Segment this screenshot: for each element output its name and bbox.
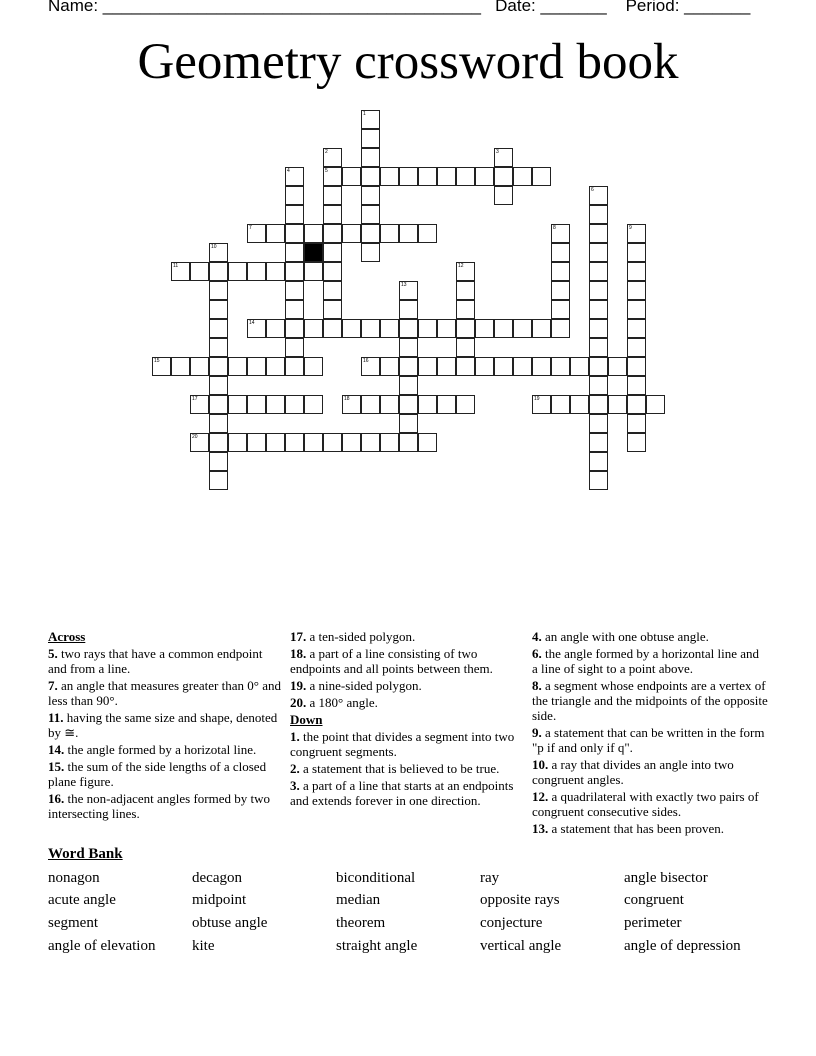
grid-cell[interactable] <box>304 224 323 243</box>
grid-cell[interactable] <box>247 357 266 376</box>
grid-cell[interactable] <box>209 376 228 395</box>
grid-cell[interactable] <box>551 357 570 376</box>
grid-cell[interactable] <box>589 243 608 262</box>
word-bank-item: median <box>336 892 381 908</box>
grid-cell[interactable] <box>228 357 247 376</box>
grid-cell[interactable] <box>285 281 304 300</box>
cell-number: 10 <box>211 244 217 250</box>
word-bank-item: congruent <box>624 892 684 908</box>
grid-cell[interactable] <box>247 262 266 281</box>
clue-column-2 <box>290 629 526 810</box>
grid-cell[interactable] <box>266 357 285 376</box>
grid-cell[interactable] <box>475 357 494 376</box>
grid-cell[interactable] <box>323 167 342 186</box>
across-clue: 14. the angle formed by a horizotal line. <box>48 742 257 757</box>
grid-cell[interactable] <box>627 414 646 433</box>
grid-cell[interactable] <box>437 395 456 414</box>
cell-number: 15 <box>154 358 160 364</box>
grid-cell[interactable] <box>589 357 608 376</box>
grid-cell[interactable] <box>399 167 418 186</box>
grid-cell[interactable] <box>589 319 608 338</box>
cell-number: 13 <box>401 282 407 288</box>
grid-cell[interactable] <box>190 262 209 281</box>
grid-cell[interactable] <box>456 319 475 338</box>
grid-cell[interactable] <box>171 357 190 376</box>
down-clue: 13. a statement that has been proven. <box>532 821 725 836</box>
cell-number: 4 <box>287 168 290 174</box>
grid-cell[interactable] <box>456 167 475 186</box>
grid-cell[interactable] <box>627 395 646 414</box>
grid-cell[interactable] <box>627 376 646 395</box>
grid-cell[interactable] <box>323 281 342 300</box>
grid-cell[interactable] <box>228 433 247 452</box>
grid-cell[interactable] <box>209 395 228 414</box>
grid-cell[interactable] <box>209 300 228 319</box>
word-bank-item: midpoint <box>192 892 247 908</box>
grid-cell[interactable] <box>209 262 228 281</box>
grid-cell[interactable] <box>266 433 285 452</box>
across-clue: 7. an angle that measures greater than 0° and less than 90°. <box>48 678 281 708</box>
grid-cell[interactable] <box>399 433 418 452</box>
grid-cell[interactable] <box>475 319 494 338</box>
grid-cell[interactable] <box>418 357 437 376</box>
grid-cell[interactable] <box>589 414 608 433</box>
down-clue: 2. a statement that is believed to be true. <box>290 761 500 776</box>
grid-cell[interactable] <box>380 433 399 452</box>
grid-cell[interactable] <box>418 167 437 186</box>
down-clue: 8. a segment whose endpoints are a vertex of the triangle and the midpoints of the opposite side. <box>532 678 768 723</box>
grid-cell[interactable] <box>418 395 437 414</box>
grid-cell[interactable] <box>285 205 304 224</box>
grid-cell[interactable] <box>627 300 646 319</box>
grid-cell[interactable] <box>589 205 608 224</box>
clue-column-3 <box>532 629 768 838</box>
grid-cell[interactable] <box>285 319 304 338</box>
grid-cell[interactable] <box>399 395 418 414</box>
grid-cell[interactable] <box>418 319 437 338</box>
cell-number: 2 <box>325 149 328 155</box>
grid-cell[interactable] <box>209 452 228 471</box>
grid-cell[interactable] <box>361 186 380 205</box>
grid-cell[interactable] <box>361 319 380 338</box>
grid-cell[interactable] <box>418 224 437 243</box>
grid-cell[interactable] <box>456 262 475 281</box>
grid-cell[interactable] <box>532 395 551 414</box>
grid-cell[interactable] <box>247 319 266 338</box>
cell-number: 1 <box>363 111 366 117</box>
grid-cell[interactable] <box>361 110 380 129</box>
grid-cell[interactable] <box>589 471 608 490</box>
grid-cell[interactable] <box>418 433 437 452</box>
cell-number: 17 <box>192 396 198 402</box>
grid-cell[interactable] <box>285 357 304 376</box>
grid-cell[interactable] <box>513 319 532 338</box>
grid-cell[interactable] <box>342 395 361 414</box>
grid-cell[interactable] <box>171 262 190 281</box>
grid-cell[interactable] <box>209 433 228 452</box>
grid-cell[interactable] <box>627 224 646 243</box>
across-clue: 19. a nine-sided polygon. <box>290 678 422 693</box>
grid-cell[interactable] <box>209 319 228 338</box>
down-clue: 9. a statement that can be written in the form "p if and only if q". <box>532 725 765 755</box>
grid-cell[interactable] <box>285 300 304 319</box>
grid-cell[interactable] <box>361 224 380 243</box>
grid-cell[interactable] <box>551 395 570 414</box>
grid-cell[interactable] <box>342 319 361 338</box>
grid-cell[interactable] <box>589 281 608 300</box>
grid-cell[interactable] <box>589 300 608 319</box>
grid-cell[interactable] <box>285 186 304 205</box>
grid-cell[interactable] <box>437 357 456 376</box>
cell-number: 9 <box>629 225 632 231</box>
grid-cell[interactable] <box>190 357 209 376</box>
word-bank-item: straight angle <box>336 938 418 954</box>
grid-cell[interactable] <box>646 395 665 414</box>
grid-cell[interactable] <box>266 319 285 338</box>
grid-cell[interactable] <box>323 205 342 224</box>
word-bank-heading: Word Bank <box>48 846 123 862</box>
grid-cell[interactable] <box>247 433 266 452</box>
cell-number: 7 <box>249 225 252 231</box>
grid-cell[interactable] <box>589 395 608 414</box>
grid-cell[interactable] <box>627 338 646 357</box>
grid-cell[interactable] <box>285 262 304 281</box>
grid-cell[interactable] <box>304 395 323 414</box>
grid-cell[interactable] <box>532 167 551 186</box>
grid-cell[interactable] <box>494 186 513 205</box>
grid-cell[interactable] <box>304 319 323 338</box>
down-clue: 4. an angle with one obtuse angle. <box>532 629 709 644</box>
grid-cell[interactable] <box>627 262 646 281</box>
grid-cell[interactable] <box>551 281 570 300</box>
down-clue: 1. the point that divides a segment into two congruent segments. <box>290 729 515 759</box>
grid-cell[interactable] <box>304 433 323 452</box>
grid-cell[interactable] <box>513 357 532 376</box>
across-clue: 18. a part of a line consisting of two endpoints and all points between them. <box>290 646 493 676</box>
across-clue: 5. two rays that have a common endpoint and from a line. <box>48 646 263 676</box>
cell-number: 6 <box>591 187 594 193</box>
cell-number: 5 <box>325 168 328 174</box>
cell-number: 20 <box>192 434 198 440</box>
grid-cell[interactable] <box>285 167 304 186</box>
grid-cell[interactable] <box>342 224 361 243</box>
grid-cell[interactable] <box>380 167 399 186</box>
grid-cell[interactable] <box>209 357 228 376</box>
grid-cell[interactable] <box>323 262 342 281</box>
word-bank-item: ray <box>480 870 500 886</box>
word-bank-item: angle of elevation <box>48 938 156 954</box>
grid-cell[interactable] <box>494 357 513 376</box>
cell-number: 12 <box>458 263 464 269</box>
grid-cell[interactable] <box>323 148 342 167</box>
grid-cell[interactable] <box>190 433 209 452</box>
word-bank-item: angle of depression <box>624 938 741 954</box>
across-clue: 16. the non-adjacent angles formed by two intersecting lines. <box>48 791 271 821</box>
grid-cell[interactable] <box>361 167 380 186</box>
grid-cell[interactable] <box>361 433 380 452</box>
grid-cell[interactable] <box>399 300 418 319</box>
grid-cell[interactable] <box>456 281 475 300</box>
student-info-line: Name: ________________________________________ Date: _______ Period: _______ <box>48 0 751 15</box>
grid-cell[interactable] <box>304 262 323 281</box>
grid-cell[interactable] <box>494 167 513 186</box>
word-bank-item: kite <box>192 938 215 954</box>
word-bank-item: conjecture <box>480 915 543 931</box>
grid-cell[interactable] <box>570 395 589 414</box>
grid-cell[interactable] <box>627 319 646 338</box>
grid-cell[interactable] <box>323 300 342 319</box>
grid-cell[interactable] <box>399 319 418 338</box>
word-bank-item: decagon <box>192 870 242 886</box>
grid-cell[interactable] <box>323 319 342 338</box>
grid-cell[interactable] <box>437 319 456 338</box>
grid-cell[interactable] <box>361 243 380 262</box>
grid-cell[interactable] <box>361 148 380 167</box>
grid-cell[interactable] <box>532 357 551 376</box>
grid-cell[interactable] <box>589 262 608 281</box>
word-bank-item: acute angle <box>48 892 116 908</box>
grid-cell[interactable] <box>589 224 608 243</box>
grid-cell[interactable] <box>266 262 285 281</box>
word-bank-item: vertical angle <box>480 938 562 954</box>
grid-cell[interactable] <box>494 319 513 338</box>
clue-column-1 <box>48 629 284 823</box>
grid-cell[interactable] <box>627 433 646 452</box>
grid-cell[interactable] <box>589 186 608 205</box>
grid-cell[interactable] <box>285 338 304 357</box>
grid-cell[interactable] <box>608 395 627 414</box>
grid-cell[interactable] <box>532 319 551 338</box>
grid-cell[interactable] <box>589 452 608 471</box>
grid-cell[interactable] <box>247 224 266 243</box>
down-clue: 6. the angle formed by a horizontal line and a line of sight to a point above. <box>532 646 760 676</box>
grid-cell[interactable] <box>190 395 209 414</box>
cell-number: 16 <box>363 358 369 364</box>
grid-cell[interactable] <box>399 357 418 376</box>
grid-cell[interactable] <box>627 357 646 376</box>
down-clue: 12. a quadrilateral with exactly two pairs of congruent consecutive sides. <box>532 789 759 819</box>
cell-number: 8 <box>553 225 556 231</box>
cell-number: 3 <box>496 149 499 155</box>
grid-cell[interactable] <box>323 186 342 205</box>
grid-cell[interactable] <box>361 395 380 414</box>
grid-cell[interactable] <box>209 338 228 357</box>
grid-cell[interactable] <box>456 338 475 357</box>
grid-cell[interactable] <box>285 224 304 243</box>
grid-cell[interactable] <box>456 300 475 319</box>
black-cell <box>304 243 323 262</box>
grid-cell[interactable] <box>551 262 570 281</box>
grid-cell[interactable] <box>494 148 513 167</box>
grid-cell[interactable] <box>380 224 399 243</box>
grid-cell[interactable] <box>342 433 361 452</box>
grid-cell[interactable] <box>399 376 418 395</box>
grid-cell[interactable] <box>380 357 399 376</box>
down-heading: Down <box>290 712 323 727</box>
grid-cell[interactable] <box>285 433 304 452</box>
grid-cell[interactable] <box>380 319 399 338</box>
grid-cell[interactable] <box>209 281 228 300</box>
grid-cell[interactable] <box>209 414 228 433</box>
grid-cell[interactable] <box>437 167 456 186</box>
grid-cell[interactable] <box>342 167 361 186</box>
across-heading: Across <box>48 629 86 644</box>
grid-cell[interactable] <box>285 243 304 262</box>
grid-cell[interactable] <box>399 224 418 243</box>
cell-number: 18 <box>344 396 350 402</box>
grid-cell[interactable] <box>361 357 380 376</box>
grid-cell[interactable] <box>399 338 418 357</box>
word-bank-item: biconditional <box>336 870 416 886</box>
grid-cell[interactable] <box>266 224 285 243</box>
grid-cell[interactable] <box>209 471 228 490</box>
grid-cell[interactable] <box>152 357 171 376</box>
grid-cell[interactable] <box>551 243 570 262</box>
grid-cell[interactable] <box>551 300 570 319</box>
grid-cell[interactable] <box>589 376 608 395</box>
grid-cell[interactable] <box>323 243 342 262</box>
grid-cell[interactable] <box>551 224 570 243</box>
across-clue: 11. having the same size and shape, denoted by ≅. <box>48 710 278 740</box>
word-bank-item: nonagon <box>48 870 100 886</box>
grid-cell[interactable] <box>475 167 494 186</box>
grid-cell[interactable] <box>323 224 342 243</box>
word-bank-item: opposite rays <box>480 892 560 908</box>
grid-cell[interactable] <box>589 433 608 452</box>
grid-cell[interactable] <box>551 319 570 338</box>
grid-cell[interactable] <box>209 243 228 262</box>
across-clue: 15. the sum of the side lengths of a closed plane figure. <box>48 759 267 789</box>
word-bank-item: theorem <box>336 915 386 931</box>
grid-cell[interactable] <box>361 129 380 148</box>
grid-cell[interactable] <box>247 395 266 414</box>
word-bank-item: obtuse angle <box>192 915 268 931</box>
grid-cell[interactable] <box>627 243 646 262</box>
across-clue: 17. a ten-sided polygon. <box>290 629 416 644</box>
grid-cell[interactable] <box>589 338 608 357</box>
down-clue: 3. a part of a line that starts at an endpoints and extends forever in one direction. <box>290 778 514 808</box>
word-bank-item: angle bisector <box>624 870 708 886</box>
grid-cell[interactable] <box>627 281 646 300</box>
page-title: Geometry crossword book <box>137 34 679 90</box>
grid-cell[interactable] <box>323 433 342 452</box>
grid-cell[interactable] <box>456 357 475 376</box>
down-clue: 10. a ray that divides an angle into two congruent angles. <box>532 757 734 787</box>
grid-cell[interactable] <box>304 357 323 376</box>
across-clue: 20. a 180° angle. <box>290 695 378 710</box>
grid-cell[interactable] <box>399 414 418 433</box>
cell-number: 14 <box>249 320 255 326</box>
cell-number: 19 <box>534 396 540 402</box>
grid-cell[interactable] <box>228 395 247 414</box>
word-bank-item: segment <box>48 915 98 931</box>
grid-cell[interactable] <box>361 205 380 224</box>
word-bank-item: perimeter <box>624 915 682 931</box>
grid-cell[interactable] <box>513 167 532 186</box>
grid-cell[interactable] <box>608 357 627 376</box>
grid-cell[interactable] <box>266 395 285 414</box>
grid-cell[interactable] <box>285 395 304 414</box>
grid-cell[interactable] <box>570 357 589 376</box>
cell-number: 11 <box>173 263 179 269</box>
grid-cell[interactable] <box>399 281 418 300</box>
grid-cell[interactable] <box>380 395 399 414</box>
grid-cell[interactable] <box>456 395 475 414</box>
grid-cell[interactable] <box>228 262 247 281</box>
